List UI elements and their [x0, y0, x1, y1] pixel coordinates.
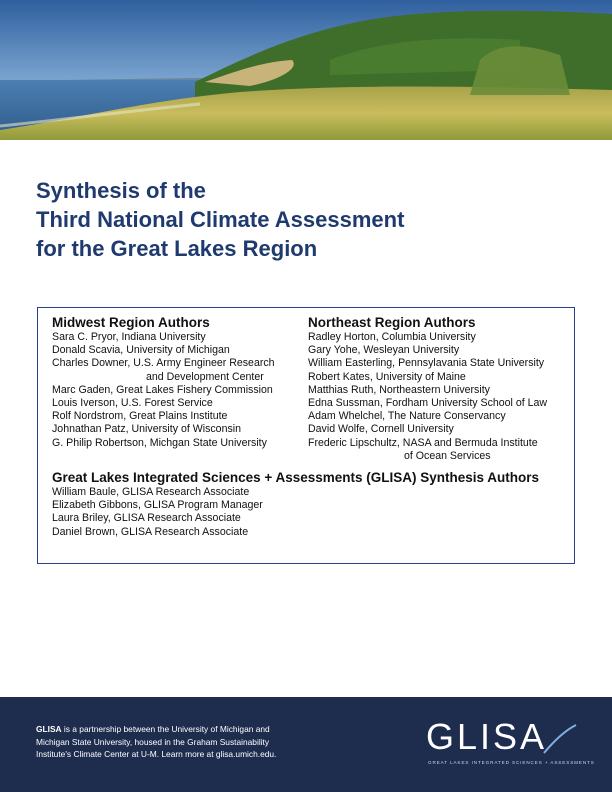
- midwest-author-list: [52, 331, 275, 450]
- author-item-continued: of Ocean Services: [404, 449, 491, 462]
- page-title: [36, 176, 404, 263]
- footer-bar: [0, 697, 612, 792]
- footer-glisa-name: GLISA: [36, 724, 62, 734]
- midwest-authors-section: [52, 314, 275, 450]
- author-item: Edna Sussman, Fordham University School of Law: [308, 397, 548, 410]
- author-item: Sara C. Pryor, Indiana University: [52, 331, 206, 343]
- author-item: Gary Yohe, Wesleyan University: [308, 344, 460, 357]
- author-item: Matthias Ruth, Northeastern University: [308, 383, 490, 396]
- author-item: William Baule, GLISA Research Associate: [52, 486, 250, 498]
- glisa-authors-section: [52, 469, 539, 539]
- author-item: Radley Horton, Columbia University: [308, 331, 476, 343]
- author-item: Charles Downer, U.S. Army Engineer Research: [52, 357, 275, 370]
- author-item: G. Philip Robertson, Michgan State University: [52, 436, 267, 449]
- author-item: Marc Gaden, Great Lakes Fishery Commission: [52, 383, 273, 396]
- northeast-heading: Northeast Region Authors: [308, 315, 476, 330]
- title-line-2: Third National Climate Assessment: [36, 207, 405, 232]
- glisa-author-list: [52, 486, 539, 539]
- logo-wordmark: GLISA: [426, 716, 548, 757]
- title-line-3: for the Great Lakes Region: [36, 236, 318, 261]
- northeast-authors-section: [308, 314, 547, 463]
- northeast-author-list: [308, 331, 547, 463]
- glisa-logo: [426, 716, 595, 767]
- author-item: Rolf Nordstrom, Great Plains Institute: [52, 410, 228, 423]
- logo-tagline: GREAT LAKES INTEGRATED SCIENCES + ASSESSMENTS: [428, 760, 595, 765]
- author-item: David Wolfe, Cornell University: [308, 423, 454, 436]
- lake-dune-illustration: [0, 0, 612, 140]
- hero-photo: [0, 0, 612, 140]
- author-item: Frederic Lipschultz, NASA and Bermuda Institute: [308, 436, 538, 449]
- author-item: William Easterling, Pennsylavania State University: [308, 357, 545, 370]
- title-line-1: Synthesis of the: [36, 178, 206, 203]
- footer-description: [36, 723, 286, 761]
- author-item: Donald Scavia, University of Michigan: [52, 344, 230, 357]
- footer-body-text: is a partnership between the University of Michigan and Michigan State University, housed in the Graham Sustainability Institute's Climate Center at U-M. Learn more at glisa.umich.edu.: [36, 724, 277, 759]
- glisa-heading: Great Lakes Integrated Sciences + Assessments (GLISA) Synthesis Authors: [52, 470, 540, 485]
- authors-box: [37, 307, 575, 564]
- author-item-continued: and Development Center: [146, 370, 264, 383]
- author-item: Elizabeth Gibbons, GLISA Program Manager: [52, 499, 263, 512]
- author-item: Louis Iverson, U.S. Forest Service: [52, 397, 213, 410]
- author-item: Adam Whelchel, The Nature Conservancy: [308, 410, 506, 423]
- author-item: Daniel Brown, GLISA Research Associate: [52, 525, 249, 538]
- author-item: Robert Kates, University of Maine: [308, 370, 466, 383]
- author-item: Johnathan Patz, University of Wisconsin: [52, 423, 242, 436]
- author-item: Laura Briley, GLISA Research Associate: [52, 512, 241, 525]
- midwest-heading: Midwest Region Authors: [52, 315, 210, 330]
